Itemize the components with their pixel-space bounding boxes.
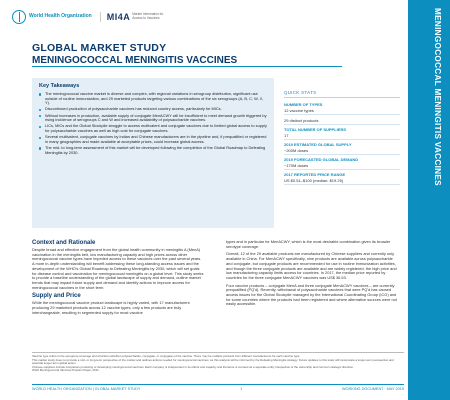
paragraph: Four vaccine products – conjugate MenA and three conjugate MenACWY vaccines – are currently prequalified (PQ'd). Recently, withdrawal of polysaccharide vaccines that were PQ'd has caused access issues for the Global Stockpile managed by the International Coordinating Group (ICG) and for some countries where the products had been registered and where alternative sources were not easily accessible. bbox=[226, 282, 397, 307]
footnote: Chinese suppliers include companies producing or developing meningococcal vaccines. Each company is independent in its efforts and capacity and therefore is counted as a separate entity irrespective of the ownership and common strategic direction. bbox=[32, 364, 354, 369]
body-column-left bbox=[32, 240, 204, 318]
stat-value: US $0.51–$100 (median: $19.25) bbox=[284, 177, 344, 183]
stat-label: NUMBER OF TYPES bbox=[284, 101, 323, 107]
footer-right: WORKING DOCUMENT : MAY 2019 bbox=[341, 387, 404, 391]
header-logos bbox=[12, 10, 172, 24]
key-takeaways-list bbox=[39, 92, 267, 155]
page-number: 1 bbox=[240, 387, 243, 391]
footnote: Vaccine type refers to the serogroup coverage and structure (whether polysaccharide, conjugate, or conjugate) of the vaccine. There may be multiple products from different manufacturers for each vaccine type. bbox=[32, 354, 301, 358]
who-name: World Health Organization bbox=[29, 13, 92, 20]
section-heading-supply: Supply and Price bbox=[32, 293, 81, 300]
stat-item bbox=[284, 125, 400, 140]
side-banner-title: MENINGOCOCCAL MENINGITIS VACCINES bbox=[433, 8, 442, 186]
mia-logo-text: MI4A bbox=[106, 12, 131, 22]
stat-label: TOTAL NUMBER OF SUPPLIERS bbox=[284, 126, 347, 132]
footer-left: WORLD HEALTH ORGANIZATION | GLOBAL MARKET STUDY bbox=[32, 387, 141, 391]
body-column-right bbox=[226, 240, 398, 310]
title-block bbox=[32, 42, 392, 66]
stat-value: ~170M doses bbox=[284, 162, 309, 168]
stat-label: 2019 FORECASTED GLOBAL DEMAND bbox=[284, 156, 359, 162]
side-banner bbox=[408, 0, 450, 400]
section-heading-context: Context and Rationale bbox=[32, 240, 96, 246]
page-title: GLOBAL MARKET STUDY bbox=[32, 42, 167, 54]
stat-label: 2017 REPORTED PRICE RANGE bbox=[284, 171, 346, 177]
stat-value: 29 distinct products bbox=[284, 117, 319, 123]
footnotes bbox=[32, 352, 404, 373]
who-emblem-icon bbox=[12, 10, 26, 24]
takeaway-item: Several multivalent, conjugate vaccines by Indian and Chinese manufacturers are in the pipeline and, if prequalified or registered in many geographies and made available at acceptable prices, could increase global access. bbox=[39, 135, 267, 144]
takeaway-item: The meningococcal vaccine market is diverse and complex, with regional variations in serogroup distribution, significant use outside of routine immunization, and 29 marketed products targeting various combinations of the six serogroups (A, B, C, W, X, Y). bbox=[39, 92, 267, 106]
page-footer bbox=[32, 384, 404, 391]
stat-value: 17 bbox=[284, 132, 289, 138]
key-takeaways-heading: Key Takeaways bbox=[39, 83, 80, 89]
mia-logo bbox=[100, 12, 173, 22]
stat-label: 2019 ESTIMATED GLOBAL SUPPLY bbox=[284, 141, 352, 147]
takeaway-item: The mid- to long-term assessment of this market will be developed following the completion of the Global Roadmap to Defeating Meningitis by 2030. bbox=[39, 146, 267, 155]
mia-subtitle: Market Information for Access to Vaccines bbox=[132, 12, 164, 20]
stat-item bbox=[284, 140, 400, 155]
stat-item bbox=[284, 115, 400, 125]
quick-stats-heading: QUICK STATS bbox=[284, 90, 400, 98]
takeaway-item: LICs, MICs and the Global Stockpile struggle to access multivalent and conjugate vaccines due to limited global access to supply for polysaccharide vaccines as well as high cost for conjugate vaccines. bbox=[39, 124, 267, 133]
paragraph: While the meningococcal vaccine product landscape is highly varied, with 17 manufacturers producing 29 marketed products across 12 vaccine types, only a few products are truly interchangeable, resulting in segmented supply for most vaccine bbox=[32, 300, 190, 315]
paragraph: types and in particular for MenACWY, which is the most desirable combination given its broader serotype coverage. bbox=[226, 239, 391, 249]
page-subtitle: MENINGOCOCCAL MENINGITIS VACCINES bbox=[32, 55, 238, 66]
who-logo bbox=[12, 10, 92, 24]
paragraph: Overall, 12 of the 29 available products are manufactured by Chinese suppliers and currently only available in China. For MenACWY specifically, nine products are available across polysaccharide and conjugate, but conjugate products are recommended for use in routine immunization activities, and though the three conjugate products are available and are widely registered, the high price and low manufacturing capacity limits access for countries. In 2017, the median price reported by countries for the three conjugate MenACWY vaccines was US$ 36.53. bbox=[226, 251, 397, 280]
footnote: WHO Meningococcal Vaccines Position Paper, 2011. bbox=[32, 368, 100, 372]
stat-item bbox=[284, 100, 400, 115]
key-takeaways-box bbox=[32, 78, 274, 228]
title-divider bbox=[32, 66, 342, 67]
quick-stats-panel bbox=[284, 90, 400, 185]
stat-value: 12 vaccine types bbox=[284, 107, 314, 113]
stat-value: ~200M doses bbox=[284, 147, 309, 153]
paragraph: Despite broad and effective engagement from the global health community in meningitis A (MenA) vaccination in the meningitis belt, low manufacturing capacity and high prices across other meningococcal vaccine types have impeded access to these vaccines over the past several years. A more in-depth understanding will benefit addressing these long-standing access issues and the development of the WHO's Global Roadmap to Defeating Meningitis by 2030, which will set goals for disease control and vaccination for meningococcal meningitis on a global level. This study seeks to provide a baseline understanding of the global landscape of supply and demand, outline market trends that may impact future supply and demand and identify actions to improve access for meningococcal vaccines in the short term. bbox=[32, 247, 204, 290]
takeaway-item: Discontinued production of polysaccharide vaccines has reduced country access, particularly for MICs. bbox=[39, 107, 267, 112]
stat-item bbox=[284, 155, 400, 170]
footnote: This market study does not provide a mid- or long-term perspective of the market and outlines actions needed for meningococcal vaccines; as this analysis will be informed by the Defeating Meningitis strategy. Future updates to this study will incorporate a longer-term perspective and potential longer-term global action. bbox=[32, 357, 394, 365]
takeaway-item: Without increases in production, available supply of conjugate MenACWY will be insufficient to meet demand growth triggered by rising incidence of serogroups C and W and increased availability of polysaccharide vaccines. bbox=[39, 114, 267, 123]
stat-item bbox=[284, 170, 400, 185]
